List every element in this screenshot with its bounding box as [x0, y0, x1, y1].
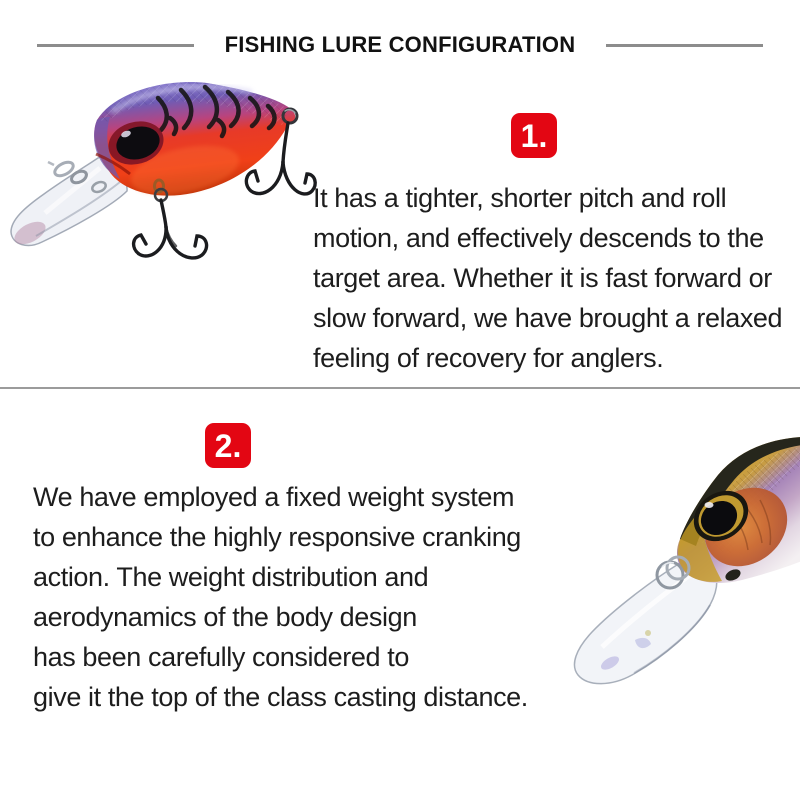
section-divider	[0, 387, 800, 389]
text-line: give it the top of the class casting distance.	[33, 682, 528, 712]
page-title: FISHING LURE CONFIGURATION	[224, 32, 576, 57]
section-header	[0, 32, 800, 58]
gold-purple-crankbait-lure-image	[540, 425, 800, 725]
lure1-body	[94, 82, 295, 203]
step-1-badge	[511, 113, 557, 158]
red-craw-crankbait-lure-image	[0, 70, 320, 280]
step-2-badge-label: 2.	[214, 427, 242, 464]
step-2-description	[33, 477, 528, 717]
header-line-left	[37, 44, 194, 47]
step-2-badge	[205, 423, 251, 468]
text-line: aerodynamics of the body design	[33, 602, 417, 632]
text-line: We have employed a fixed weight system	[33, 482, 515, 512]
text-line: to enhance the highly responsive cranking	[33, 522, 521, 552]
text-line: feeling of recovery for anglers.	[313, 343, 664, 373]
step-1-description	[313, 178, 782, 378]
text-line: target area. Whether it is fast forward or	[313, 263, 772, 293]
text-line: slow forward, we have brought a relaxed	[313, 303, 783, 333]
step-1-badge-label: 1.	[520, 117, 548, 154]
text-line: It has a tighter, shorter pitch and roll	[313, 183, 727, 213]
text-line: motion, and effectively descends to the	[313, 223, 764, 253]
header-line-right	[606, 44, 763, 47]
text-line: has been carefully considered to	[33, 642, 409, 672]
lure2-body	[677, 437, 800, 583]
text-line: action. The weight distribution and	[33, 562, 429, 592]
